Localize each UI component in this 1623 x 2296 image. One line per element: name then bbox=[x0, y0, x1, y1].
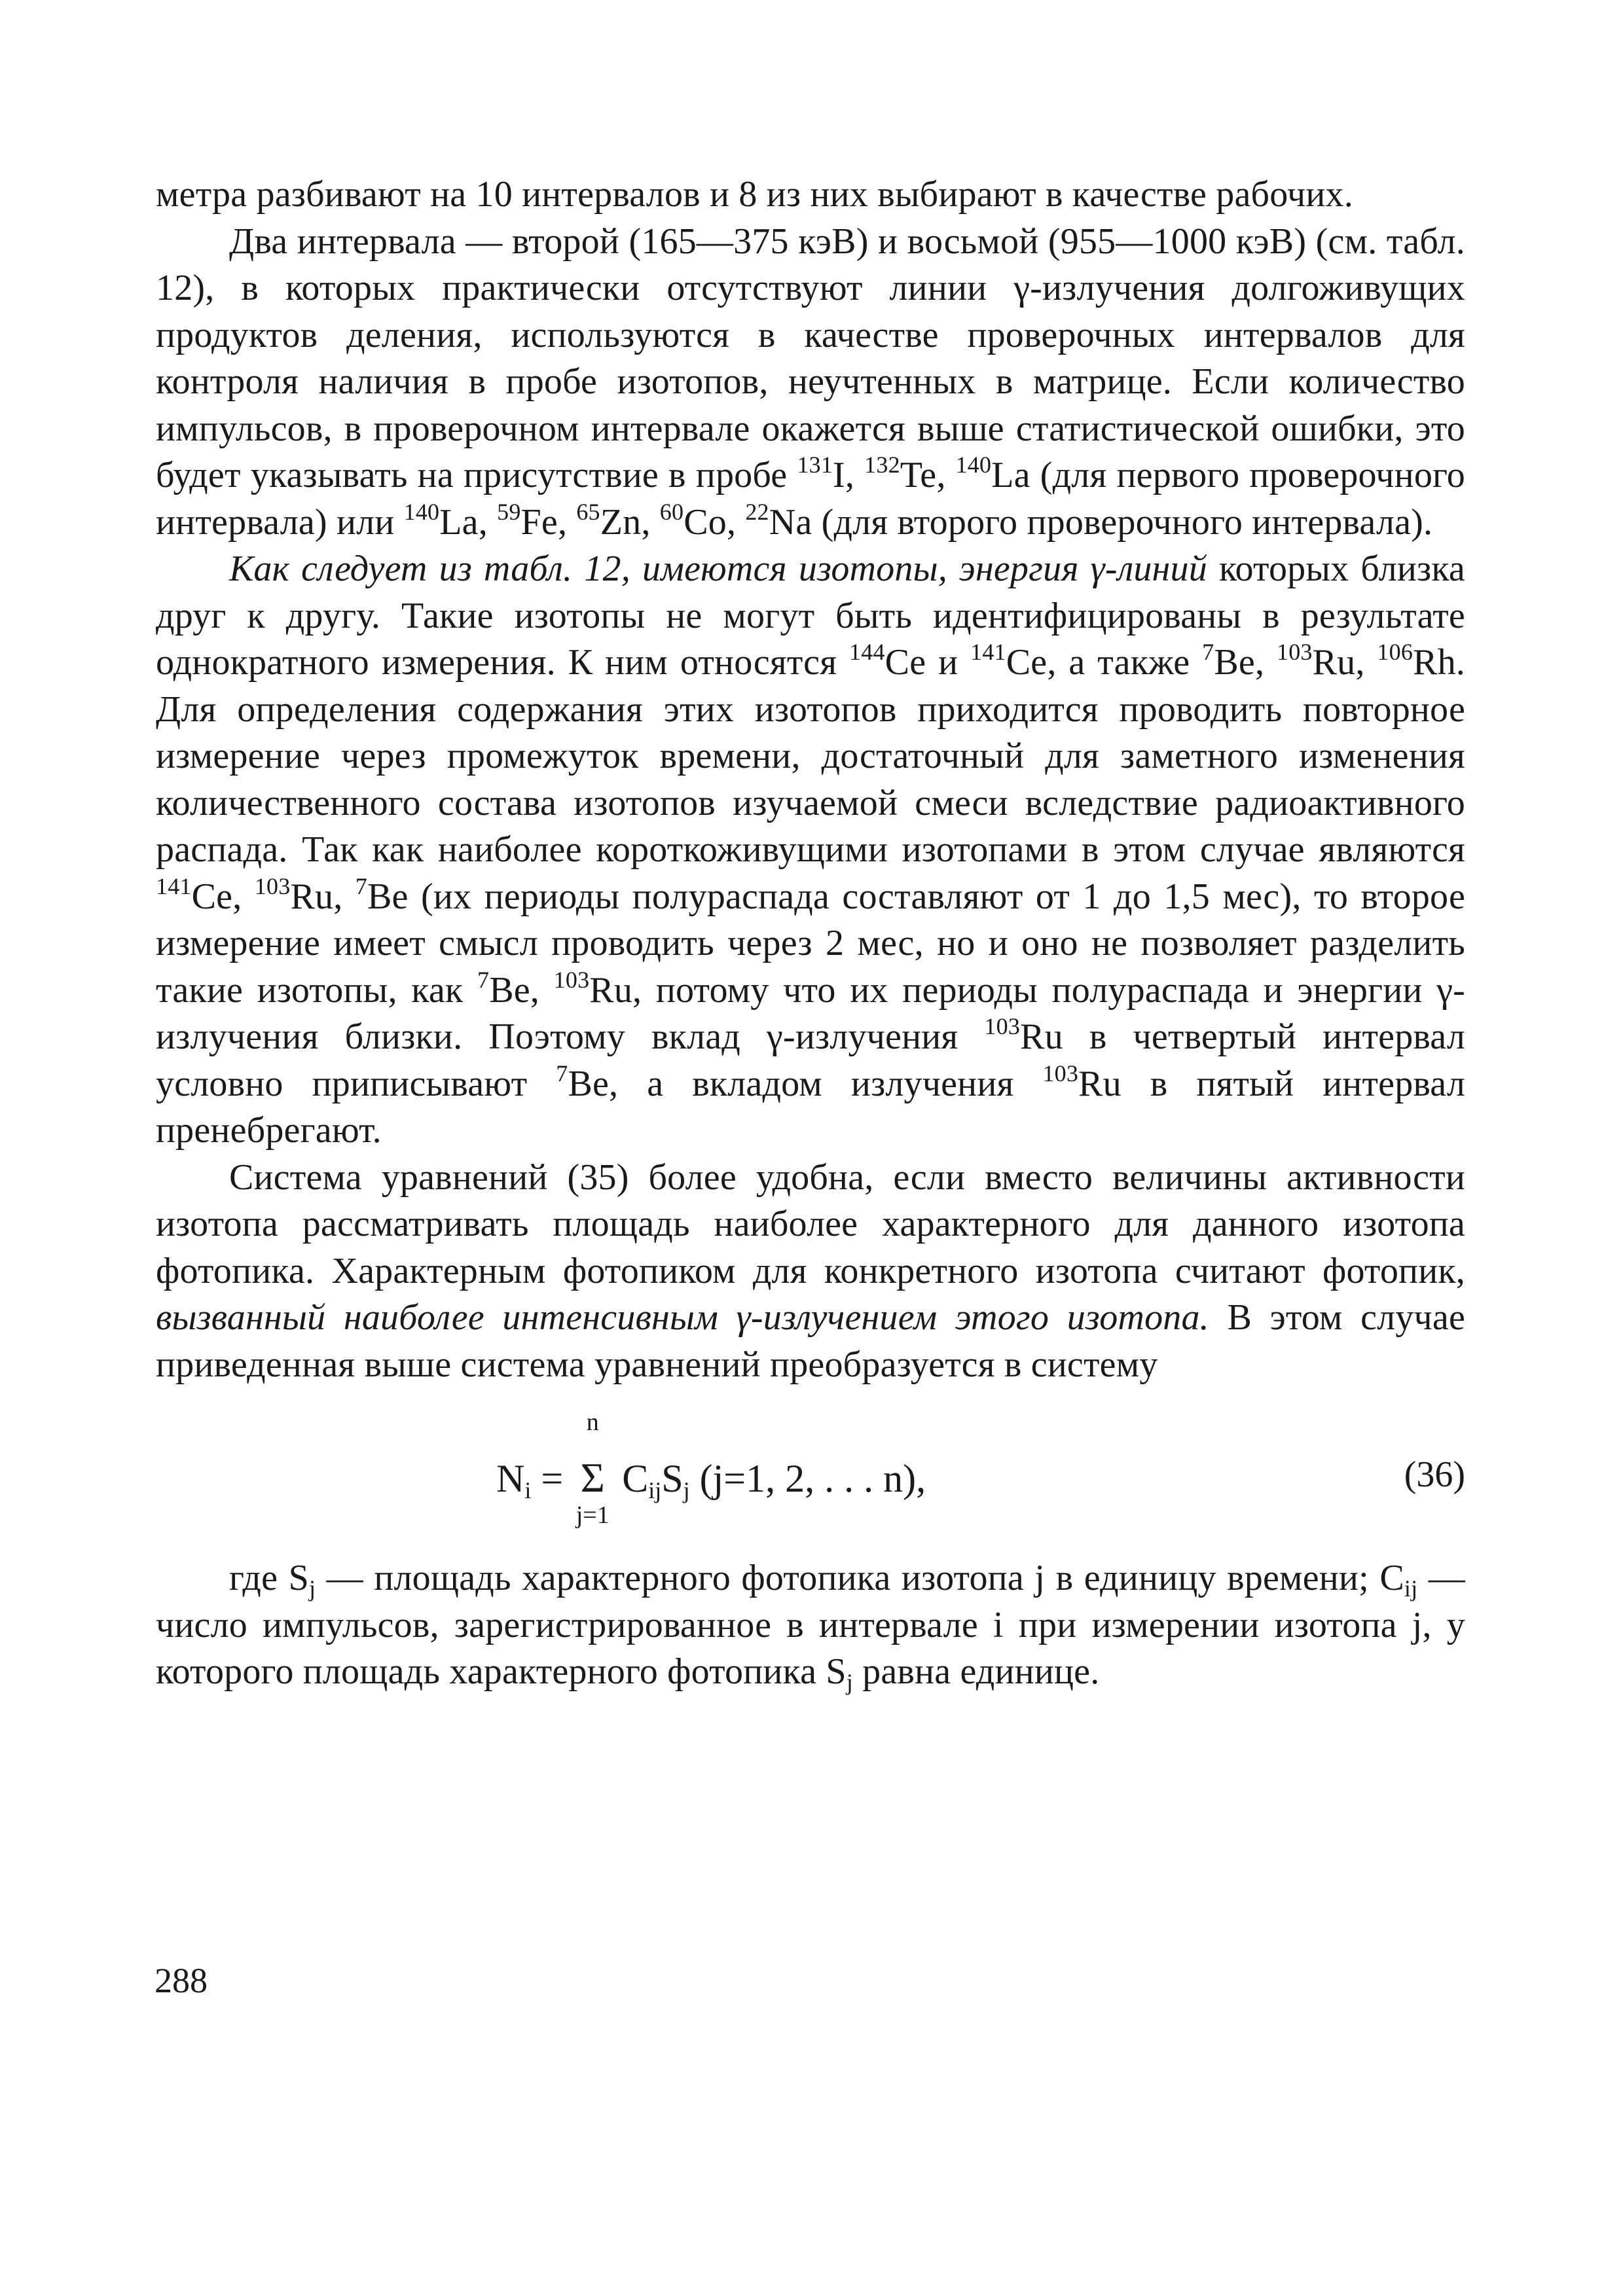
sum-symbol bbox=[573, 1408, 612, 1529]
isotope-mass-number: 7 bbox=[556, 1060, 568, 1086]
paragraph-3 bbox=[156, 546, 1465, 1155]
p3-text-2: Ce и bbox=[884, 642, 971, 683]
sigma-glyph: Σ bbox=[580, 1454, 605, 1501]
p3-text-14: Ru, bbox=[290, 876, 356, 917]
isotope-mass-number: 103 bbox=[1042, 1060, 1079, 1086]
eq-term-s: S bbox=[661, 1457, 684, 1500]
isotope-mass-number: 103 bbox=[984, 1013, 1021, 1039]
p2-text-10: Fe, bbox=[520, 501, 577, 543]
isotope-mass-number: 103 bbox=[254, 872, 291, 899]
isotope-mass-number: 65 bbox=[576, 498, 600, 525]
p3-text-18: Be, bbox=[489, 969, 554, 1011]
isotope-mass-number: 60 bbox=[659, 498, 684, 525]
p3-text-16: Be (их периоды полураспада составляют от 1 до 1,5 мес), то второе измерение имеет смысл проводить через 2 мес, но и оно не позволяет разделить такие изотопы, как bbox=[156, 876, 1465, 1011]
paragraph-1 bbox=[156, 171, 1465, 219]
p2-text-12: Zn, bbox=[600, 501, 660, 543]
isotope-mass-number: 144 bbox=[849, 639, 885, 665]
p2-text-6: La (для первого проверочного интервала) или bbox=[156, 455, 1465, 543]
paragraph-4 bbox=[156, 1155, 1465, 1389]
p3-text-10: Rh. Для определения содержания этих изотопов приходится проводить повторное измерение через промежуток времени, достаточный для заметного изменения количественного состава изотопов изучаемой смеси вследствие радиоактивного распада. Так как наиболее короткоживущими изотопами в этом случае являются bbox=[156, 642, 1465, 870]
eq-equals: = bbox=[541, 1457, 564, 1500]
p3-text-20: Ru, потому что их периоды полураспада и энергии γ-излучения близки. Поэтому вклад γ-излучения bbox=[156, 969, 1465, 1057]
isotope-mass-number: 7 bbox=[1202, 639, 1214, 665]
def-text-4: равна единице. bbox=[852, 1651, 1100, 1692]
equation-36 bbox=[156, 1408, 1465, 1539]
def-sub-1: j bbox=[308, 1575, 316, 1602]
p3-text-26: Ru в пятый интервал пренебрегают. bbox=[156, 1063, 1465, 1151]
isotope-mass-number: 140 bbox=[955, 452, 992, 478]
p4-text-start: Система уравнений (35) более удобна, если вместо величины активности изотопа рассматривать площадь наиболее характерного для данного изотопа фотопика. Характерным фотопиком для конкретного изотопа считают фотопик, bbox=[156, 1157, 1465, 1291]
p2-text-4: Te, bbox=[900, 455, 956, 495]
p3-text-12: Ce, bbox=[191, 876, 255, 917]
p2-text-8: La, bbox=[439, 501, 498, 543]
sum-lower-limit: j=1 bbox=[575, 1501, 610, 1529]
page-content bbox=[156, 171, 1465, 1696]
p4-italic: вызванный наиболее интенсивным γ-излучением этого изотопа. bbox=[156, 1297, 1209, 1338]
isotope-mass-number: 7 bbox=[355, 872, 367, 899]
isotope-mass-number: 103 bbox=[553, 966, 590, 993]
isotope-mass-number: 141 bbox=[156, 872, 192, 899]
p3-text-4: Ce, а также bbox=[1006, 642, 1203, 683]
p2-text-16: Na (для второго проверочного интервала). bbox=[769, 501, 1433, 543]
isotope-mass-number: 103 bbox=[1277, 639, 1313, 665]
p3-text-24: Be, а вкладом излучения bbox=[568, 1063, 1043, 1104]
isotope-mass-number: 141 bbox=[970, 639, 1006, 665]
p3-text-6: Be, bbox=[1214, 642, 1277, 683]
isotope-mass-number: 7 bbox=[477, 966, 490, 993]
p2-text-0: Два интервала — второй (165—375 кэВ) и восьмой (955—1000 кэВ) (см. табл. 12), в которых практически отсутствуют линии γ-излучения долгоживущих продуктов деления, используются в качестве проверочных интервалов для контроля наличия в пробе изотопов, неучтенных в матрице. Если количество импульсов, в проверочном интервале окажется выше статистической ошибки, это будет указывать на присутствие в пробе bbox=[156, 221, 1465, 495]
def-text-1: где S bbox=[229, 1558, 309, 1598]
eq-condition: (j=1, 2, . . . n), bbox=[699, 1457, 926, 1500]
isotope-mass-number: 106 bbox=[1377, 639, 1413, 665]
isotope-mass-number: 132 bbox=[864, 452, 900, 478]
page-number: 288 bbox=[155, 1961, 208, 2000]
def-text-2: — площадь характерного фотопика изотопа j в единицу времени; C bbox=[316, 1558, 1404, 1598]
def-sub-2: ij bbox=[1404, 1575, 1418, 1602]
paragraph-2 bbox=[156, 219, 1465, 547]
paragraph-1-text: метра разбивают на 10 интервалов и 8 из них выбирают в качестве рабочих. bbox=[156, 174, 1353, 215]
p3-text-8: Ru, bbox=[1312, 642, 1377, 683]
isotope-mass-number: 59 bbox=[497, 498, 521, 525]
eq-term-c-sub: ij bbox=[648, 1477, 662, 1503]
p2-text-14: Co, bbox=[684, 501, 746, 543]
eq-lhs: N bbox=[496, 1457, 525, 1500]
p2-text-2: I, bbox=[833, 455, 865, 495]
isotope-mass-number: 131 bbox=[797, 452, 833, 478]
equation-body bbox=[496, 1408, 926, 1529]
eq-lhs-sub: i bbox=[524, 1477, 532, 1503]
p3-text-0: которых близка друг к другу. Такие изотопы не могут быть идентифицированы в результате однократного измерения. К ним относятся bbox=[156, 548, 1465, 683]
isotope-mass-number: 140 bbox=[403, 498, 440, 525]
p4-text-end: В этом случае приведенная выше система уравнений преобразуется в систему bbox=[156, 1297, 1465, 1385]
p3-text-22: Ru в четвертый интервал условно приписывают bbox=[156, 1016, 1465, 1104]
paragraph-definitions bbox=[156, 1555, 1465, 1696]
eq-term-c: C bbox=[622, 1457, 649, 1500]
def-text-3: — число импульсов, зарегистрированное в интервале i при измерении изотопа j, у которого площадь характерного фотопика S bbox=[156, 1558, 1465, 1692]
isotope-mass-number: 22 bbox=[745, 498, 769, 525]
p3-italic: Как следует из табл. 12, имеются изотопы, энергия γ-линий bbox=[229, 548, 1207, 589]
eq-term-s-sub: j bbox=[683, 1477, 690, 1503]
equation-number: (36) bbox=[1404, 1454, 1465, 1495]
sum-upper-limit: n bbox=[586, 1408, 599, 1436]
def-sub-3: j bbox=[846, 1669, 853, 1695]
